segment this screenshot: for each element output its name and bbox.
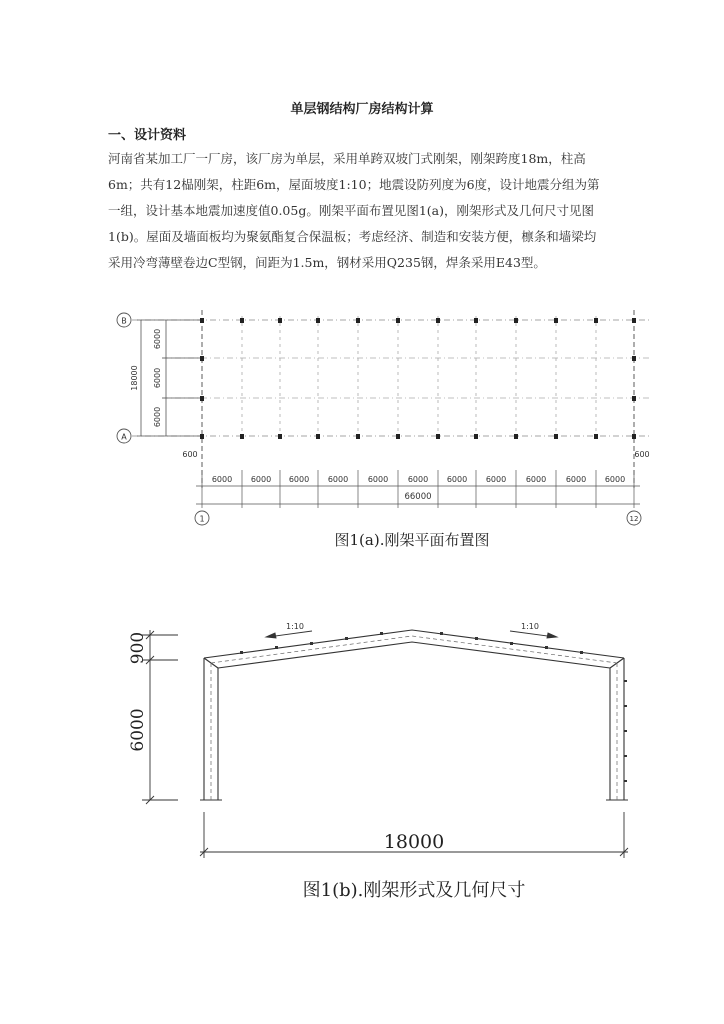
figure-caption-a: 图1(a).刚架平面布置图 — [334, 531, 490, 549]
paragraph-line: 一组，设计基本地震加速度值0.05g。刚架平面布置见图1(a)，刚架形式及几何尺寸见图 — [108, 203, 594, 218]
slope-label-right: 1:10 — [521, 622, 539, 631]
slope-label-left: 1:10 — [286, 622, 304, 631]
dim-left-2: 6000 — [153, 367, 162, 389]
axis-label-a: A — [121, 432, 127, 442]
document-title: 单层钢结构厂房结构计算 — [290, 102, 434, 117]
axis-label-b: B — [121, 316, 127, 326]
bay-dimension-label: 6000 — [525, 475, 547, 484]
axis-bubble-1 — [195, 511, 209, 525]
bay-dimension-label: 6000 — [250, 475, 272, 484]
bay-dimension-label: 6000 — [367, 475, 389, 484]
axis-bubble-b — [117, 313, 131, 327]
slope-arrows — [266, 631, 557, 638]
bay-dimension-label: 6000 — [446, 475, 468, 484]
dim-end-right: 600 — [634, 450, 650, 459]
dim-ridge-height: 900 — [128, 631, 148, 665]
dim-column-height: 6000 — [128, 708, 148, 752]
paragraph-line: 采用冷弯薄壁卷边C型钢，间距为1.5m，钢材采用Q235钢，焊条采用E43型。 — [108, 255, 546, 270]
dim-span: 18000 — [383, 831, 445, 853]
column-markers — [200, 318, 636, 439]
paragraph-line: 河南省某加工厂一厂房，该厂房为单层，采用单跨双坡门式刚架，刚架跨度18m，柱高 — [108, 151, 586, 166]
axis-label-12: 12 — [629, 515, 639, 523]
left-dimension-lines — [137, 320, 200, 436]
dim-left-1: 6000 — [153, 328, 162, 350]
bay-dimension-label: 6000 — [327, 475, 349, 484]
frame-elevation-drawing — [0, 600, 724, 910]
bay-dimension-label: 6000 — [288, 475, 310, 484]
grid-lines — [132, 320, 652, 436]
axis-bubble-12 — [627, 511, 641, 525]
bay-dimension-label: 6000 — [407, 475, 429, 484]
purlins — [240, 632, 627, 782]
figure-caption-b: 图1(b).刚架形式及几何尺寸 — [302, 880, 526, 901]
bay-dimension-label: 6000 — [485, 475, 507, 484]
dim-left-3: 6000 — [153, 406, 162, 428]
bay-dimension-label: 6000 — [565, 475, 587, 484]
portal-frame — [200, 630, 628, 800]
frame-axes — [202, 310, 634, 488]
bay-dimension-label: 6000 — [211, 475, 233, 484]
bay-dimension-label: 6000 — [604, 475, 626, 484]
section-heading: 一、设计资料 — [108, 128, 187, 143]
bay-dimension-labels — [202, 470, 634, 508]
axis-bubble-a — [117, 429, 131, 443]
paragraph-line: 6m；共有12榀刚架，柱距6m，屋面坡度1:10；地震设防列度为6度，设计地震分组为第 — [108, 177, 600, 192]
axis-label-1: 1 — [199, 514, 205, 524]
dim-total-bottom: 66000 — [404, 492, 432, 502]
paragraph-line: 1(b)。屋面及墙面板均为聚氨酯复合保温板；考虑经济、制造和安装方便，檩条和墙梁均 — [108, 229, 597, 244]
dim-end-left: 600 — [182, 450, 198, 459]
dim-total-left: 18000 — [130, 365, 139, 391]
